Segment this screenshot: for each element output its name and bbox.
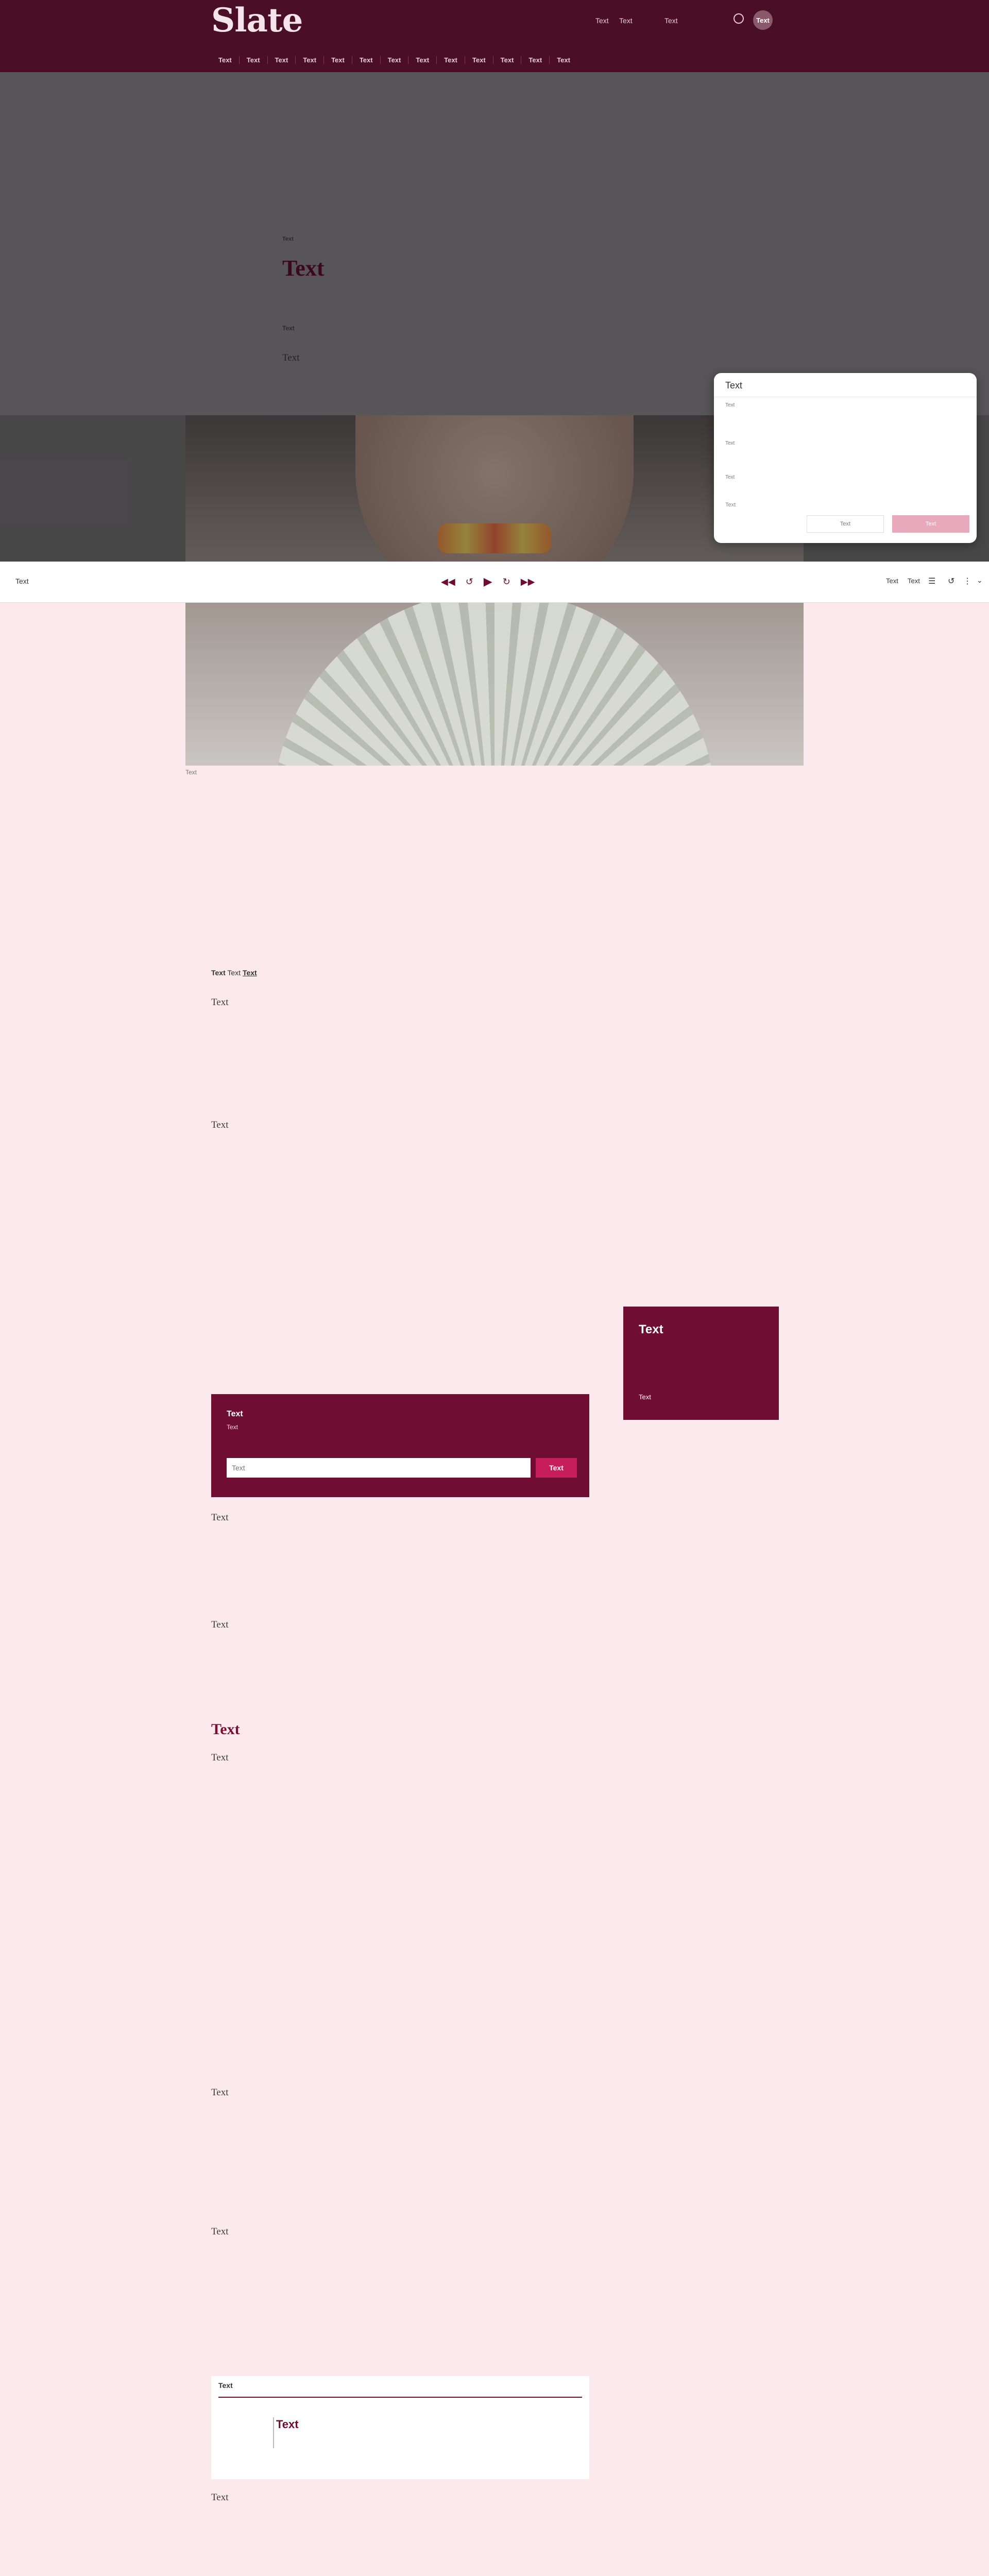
slate-logo[interactable]: Slate (211, 1, 303, 40)
cookie-title: Text (725, 380, 743, 391)
forward-15-icon[interactable]: ↻ (502, 576, 510, 587)
user-avatar[interactable]: Text (753, 10, 773, 30)
nav-item[interactable]: Text (521, 56, 550, 64)
cookie-body-3: Text (725, 474, 735, 480)
main-nav (0, 47, 989, 72)
nav-item[interactable]: Text (408, 56, 437, 64)
cookie-refuse-link[interactable]: Text (725, 502, 736, 508)
nav-item[interactable]: Text (465, 56, 493, 64)
cookie-customize-button[interactable]: Text (807, 515, 884, 533)
list-icon[interactable]: ☰ (928, 577, 936, 586)
article-byline[interactable]: Text (282, 325, 295, 332)
player-brand: Text (15, 577, 29, 585)
paragraph-7: Text (211, 2226, 229, 2237)
search-icon[interactable] (734, 13, 744, 24)
player-counter: Text (908, 577, 920, 585)
player-speed[interactable]: Text (886, 577, 898, 585)
rewind-15-icon[interactable]: ↺ (465, 576, 473, 587)
audio-player (0, 562, 989, 603)
paragraph-3: Text (211, 1512, 229, 1523)
paragraph-4: Text (211, 1619, 229, 1630)
article-kicker: Text (282, 236, 294, 242)
image-caption: Text (185, 769, 197, 776)
related-title[interactable]: Text (276, 2418, 299, 2431)
related-article-card[interactable] (211, 2376, 589, 2479)
author-cta[interactable]: Text (639, 1393, 651, 1401)
chevron-down-icon[interactable]: ⌄ (977, 576, 983, 584)
nav-item[interactable]: Text (437, 56, 465, 64)
article-title: Text (282, 256, 325, 281)
banknote-fan-shape (273, 590, 716, 766)
nav-item[interactable]: Text (324, 56, 352, 64)
paragraph-2: Text (211, 1120, 229, 1130)
paragraph-8: Text (211, 2492, 229, 2503)
cookie-body-2: Text (725, 440, 735, 446)
paragraph-5: Text (211, 1752, 229, 1763)
nav-item[interactable]: Text (493, 56, 522, 64)
subscribe-button[interactable]: Text (536, 1458, 577, 1478)
email-field[interactable] (227, 1458, 531, 1478)
reading-time: Text Text Text (211, 969, 257, 977)
top-link-2[interactable]: Text (619, 16, 633, 25)
cookie-accept-button[interactable]: Text (892, 515, 969, 533)
play-icon[interactable]: ▶ (483, 575, 492, 588)
top-link-1[interactable]: Text (595, 16, 609, 25)
author-promo-box[interactable] (623, 1307, 779, 1420)
nav-item[interactable]: Text (296, 56, 324, 64)
paragraph-1: Text (211, 997, 229, 1008)
nav-item[interactable]: Text (352, 56, 381, 64)
site-header (0, 0, 989, 72)
cookie-dialog (714, 373, 977, 543)
paragraph-6: Text (211, 2087, 229, 2098)
divider (218, 2397, 582, 2398)
nav-item[interactable]: Text (211, 56, 240, 64)
share-icon[interactable]: ↺ (948, 577, 955, 586)
source-link[interactable]: Text (242, 969, 257, 977)
cookie-body-1: Text (725, 402, 735, 408)
related-label: Text (218, 2381, 233, 2389)
newsletter-subtitle: Text (227, 1423, 238, 1431)
article-deck: Text (282, 352, 300, 363)
nav-item[interactable]: Text (240, 56, 268, 64)
skip-back-icon[interactable]: ◀◀ (441, 576, 455, 587)
newsletter-title: Text (227, 1410, 243, 1418)
newsletter-box (211, 1394, 589, 1497)
top-link-3[interactable]: Text (664, 16, 678, 25)
nav-item[interactable]: Text (268, 56, 296, 64)
nav-item[interactable]: Text (381, 56, 409, 64)
skip-forward-icon[interactable]: ▶▶ (520, 576, 535, 587)
author-name: Text (639, 1323, 663, 1336)
nav-item[interactable]: Text (557, 56, 570, 64)
more-icon[interactable]: ⋮ (963, 577, 971, 586)
section-heading: Text (211, 1721, 240, 1738)
